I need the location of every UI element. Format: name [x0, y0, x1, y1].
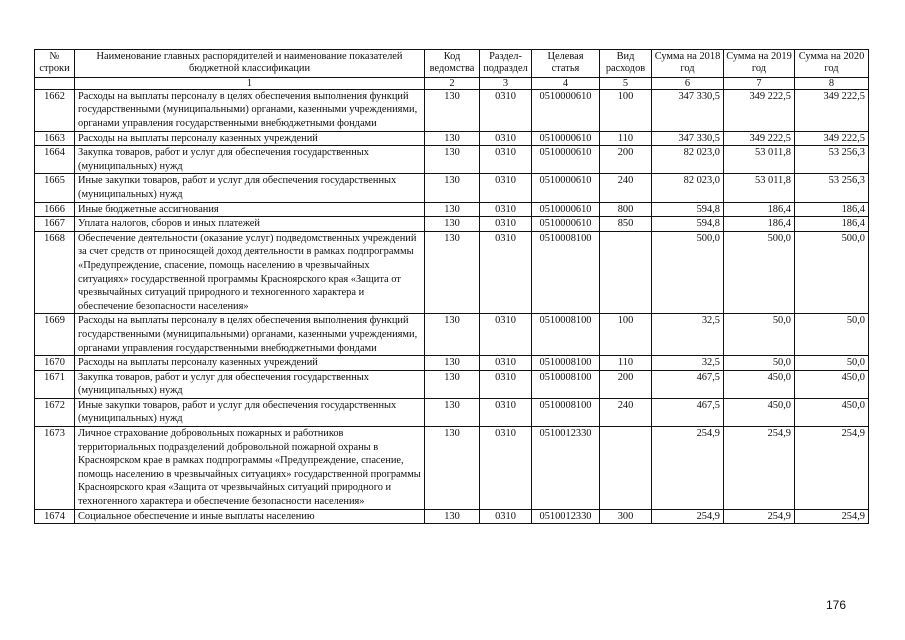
header-sum-2019: Сумма на 2019 год: [724, 50, 795, 78]
row-number-cell: 1667: [35, 217, 75, 232]
table-row: [35, 89, 869, 131]
expense-kind-cell: 100: [600, 89, 652, 131]
target-article-cell: 0510008100: [532, 370, 600, 398]
expense-kind-cell: 300: [600, 509, 652, 524]
target-article-cell: 0510000610: [532, 131, 600, 146]
row-number-cell: 1673: [35, 427, 75, 510]
table-row: [35, 146, 869, 174]
sum-2020-cell: 53 256,3: [795, 146, 869, 174]
table-row: [35, 231, 869, 314]
target-article-cell: 0510008100: [532, 314, 600, 356]
row-number-cell: 1674: [35, 509, 75, 524]
sum-2019-cell: 50,0: [724, 314, 795, 356]
row-number-cell: 1671: [35, 370, 75, 398]
sum-2019-cell: 349 222,5: [724, 131, 795, 146]
sum-2020-cell: 450,0: [795, 398, 869, 426]
sum-2020-cell: 500,0: [795, 231, 869, 314]
name-cell: Расходы на выплаты персоналу в целях обеспечения выполнения функций государственными (муниципальными) органами, казенными учреждениями, органами управления государственными внебюджетными фондами: [75, 89, 425, 131]
header-section: Раздел-подраздел: [480, 50, 532, 78]
sum-2018-cell: 32,5: [652, 356, 724, 371]
table-row: [35, 314, 869, 356]
table-row: [35, 356, 869, 371]
sum-2018-cell: 347 330,5: [652, 89, 724, 131]
sum-2020-cell: 349 222,5: [795, 131, 869, 146]
expense-kind-cell: [600, 427, 652, 510]
header-name: Наименование главных распорядителей и наименование показателей бюджетной классификации: [75, 50, 425, 78]
department-code-cell: 130: [425, 217, 480, 232]
section-cell: 0310: [480, 370, 532, 398]
row-number-cell: 1663: [35, 131, 75, 146]
section-cell: 0310: [480, 146, 532, 174]
table-row: [35, 202, 869, 217]
expense-kind-cell: 850: [600, 217, 652, 232]
sum-2019-cell: 53 011,8: [724, 146, 795, 174]
column-number-cell: 3: [480, 77, 532, 89]
sum-2020-cell: 450,0: [795, 370, 869, 398]
sum-2019-cell: 450,0: [724, 398, 795, 426]
section-cell: 0310: [480, 202, 532, 217]
target-article-cell: 0510000610: [532, 89, 600, 131]
department-code-cell: 130: [425, 356, 480, 371]
table-row: [35, 398, 869, 426]
column-numbers-row: [35, 77, 869, 89]
name-cell: Расходы на выплаты персоналу казенных учреждений: [75, 131, 425, 146]
table-header: [35, 50, 869, 90]
name-cell: Личное страхование добровольных пожарных и работников территориальных подразделений добровольной пожарной охраны в Красноярском крае в рамках подпрограммы «Предупреждение, спасение, помощь населению в чрезвычайных ситуациях» государственной программы Красноярского края «Защита от чрезвычайных ситуаций природного и техногенного характера и обеспечение безопасности населения»: [75, 427, 425, 510]
sum-2018-cell: 594,8: [652, 202, 724, 217]
sum-2019-cell: 186,4: [724, 202, 795, 217]
column-number-cell: 5: [600, 77, 652, 89]
column-number-cell: 1: [75, 77, 425, 89]
sum-2020-cell: 349 222,5: [795, 89, 869, 131]
sum-2020-cell: 50,0: [795, 356, 869, 371]
expense-kind-cell: 110: [600, 131, 652, 146]
name-cell: Расходы на выплаты персоналу казенных учреждений: [75, 356, 425, 371]
row-number-cell: 1665: [35, 174, 75, 202]
row-number-cell: 1669: [35, 314, 75, 356]
sum-2018-cell: 467,5: [652, 370, 724, 398]
sum-2018-cell: 82 023,0: [652, 174, 724, 202]
department-code-cell: 130: [425, 314, 480, 356]
table-row: [35, 370, 869, 398]
column-number-cell: 7: [724, 77, 795, 89]
sum-2019-cell: 53 011,8: [724, 174, 795, 202]
row-number-cell: 1668: [35, 231, 75, 314]
table-row: [35, 131, 869, 146]
name-cell: Закупка товаров, работ и услуг для обеспечения государственных (муниципальных) нужд: [75, 146, 425, 174]
sum-2020-cell: 186,4: [795, 202, 869, 217]
target-article-cell: 0510012330: [532, 427, 600, 510]
sum-2018-cell: 594,8: [652, 217, 724, 232]
expense-kind-cell: 800: [600, 202, 652, 217]
table-row: [35, 427, 869, 510]
target-article-cell: 0510000610: [532, 174, 600, 202]
sum-2019-cell: 50,0: [724, 356, 795, 371]
name-cell: Обеспечение деятельности (оказание услуг) подведомственных учреждений за счет средств от приносящей доход деятельности в рамках подпрограммы «Предупреждение, спасение, помощь населению в чрезвычайных ситуациях» государственной программы Красноярского края «Защита от чрезвычайных ситуаций природного и техногенного характера и обеспечение безопасности населения»: [75, 231, 425, 314]
name-cell: Расходы на выплаты персоналу в целях обеспечения выполнения функций государственными (муниципальными) органами, казенными учреждениями, органами управления государственными внебюджетными фондами: [75, 314, 425, 356]
expense-kind-cell: 240: [600, 174, 652, 202]
section-cell: 0310: [480, 89, 532, 131]
section-cell: 0310: [480, 217, 532, 232]
sum-2020-cell: 53 256,3: [795, 174, 869, 202]
table-row: [35, 509, 869, 524]
department-code-cell: 130: [425, 231, 480, 314]
sum-2019-cell: 500,0: [724, 231, 795, 314]
target-article-cell: 0510000610: [532, 217, 600, 232]
sum-2018-cell: 254,9: [652, 509, 724, 524]
section-cell: 0310: [480, 174, 532, 202]
expense-kind-cell: 100: [600, 314, 652, 356]
sum-2019-cell: 254,9: [724, 427, 795, 510]
target-article-cell: 0510000610: [532, 146, 600, 174]
sum-2018-cell: 500,0: [652, 231, 724, 314]
expense-kind-cell: 200: [600, 370, 652, 398]
department-code-cell: 130: [425, 146, 480, 174]
expense-kind-cell: [600, 231, 652, 314]
sum-2020-cell: 254,9: [795, 509, 869, 524]
section-cell: 0310: [480, 314, 532, 356]
header-row-number: № строки: [35, 50, 75, 78]
header-expense-kind: Вид расходов: [600, 50, 652, 78]
table-row: [35, 217, 869, 232]
expense-kind-cell: 240: [600, 398, 652, 426]
target-article-cell: 0510012330: [532, 509, 600, 524]
row-number-cell: 1662: [35, 89, 75, 131]
column-number-cell: [35, 77, 75, 89]
sum-2018-cell: 32,5: [652, 314, 724, 356]
target-article-cell: 0510008100: [532, 231, 600, 314]
target-article-cell: 0510000610: [532, 202, 600, 217]
sum-2020-cell: 50,0: [795, 314, 869, 356]
name-cell: Закупка товаров, работ и услуг для обеспечения государственных (муниципальных) нужд: [75, 370, 425, 398]
department-code-cell: 130: [425, 398, 480, 426]
column-number-cell: 2: [425, 77, 480, 89]
name-cell: Социальное обеспечение и иные выплаты населению: [75, 509, 425, 524]
department-code-cell: 130: [425, 370, 480, 398]
column-number-cell: 6: [652, 77, 724, 89]
expense-kind-cell: 110: [600, 356, 652, 371]
budget-table: [34, 49, 869, 524]
name-cell: Иные закупки товаров, работ и услуг для обеспечения государственных (муниципальных) нужд: [75, 398, 425, 426]
row-number-cell: 1666: [35, 202, 75, 217]
target-article-cell: 0510008100: [532, 398, 600, 426]
header-target-article: Целевая статья: [532, 50, 600, 78]
expense-kind-cell: 200: [600, 146, 652, 174]
sum-2020-cell: 254,9: [795, 427, 869, 510]
section-cell: 0310: [480, 509, 532, 524]
section-cell: 0310: [480, 398, 532, 426]
section-cell: 0310: [480, 356, 532, 371]
page-number: 176: [826, 598, 847, 612]
header-row: [35, 50, 869, 78]
department-code-cell: 130: [425, 174, 480, 202]
department-code-cell: 130: [425, 89, 480, 131]
target-article-cell: 0510008100: [532, 356, 600, 371]
name-cell: Уплата налогов, сборов и иных платежей: [75, 217, 425, 232]
header-department-code: Код ведомства: [425, 50, 480, 78]
section-cell: 0310: [480, 131, 532, 146]
department-code-cell: 130: [425, 427, 480, 510]
row-number-cell: 1664: [35, 146, 75, 174]
table-body: [35, 89, 869, 523]
sum-2019-cell: 186,4: [724, 217, 795, 232]
sum-2019-cell: 450,0: [724, 370, 795, 398]
table-row: [35, 174, 869, 202]
section-cell: 0310: [480, 231, 532, 314]
name-cell: Иные бюджетные ассигнования: [75, 202, 425, 217]
department-code-cell: 130: [425, 509, 480, 524]
sum-2019-cell: 349 222,5: [724, 89, 795, 131]
sum-2018-cell: 254,9: [652, 427, 724, 510]
sum-2018-cell: 467,5: [652, 398, 724, 426]
header-sum-2020: Сумма на 2020 год: [795, 50, 869, 78]
department-code-cell: 130: [425, 131, 480, 146]
row-number-cell: 1670: [35, 356, 75, 371]
header-sum-2018: Сумма на 2018 год: [652, 50, 724, 78]
row-number-cell: 1672: [35, 398, 75, 426]
department-code-cell: 130: [425, 202, 480, 217]
name-cell: Иные закупки товаров, работ и услуг для обеспечения государственных (муниципальных) нужд: [75, 174, 425, 202]
sum-2020-cell: 186,4: [795, 217, 869, 232]
sum-2018-cell: 347 330,5: [652, 131, 724, 146]
sum-2018-cell: 82 023,0: [652, 146, 724, 174]
section-cell: 0310: [480, 427, 532, 510]
sum-2019-cell: 254,9: [724, 509, 795, 524]
column-number-cell: 4: [532, 77, 600, 89]
column-number-cell: 8: [795, 77, 869, 89]
